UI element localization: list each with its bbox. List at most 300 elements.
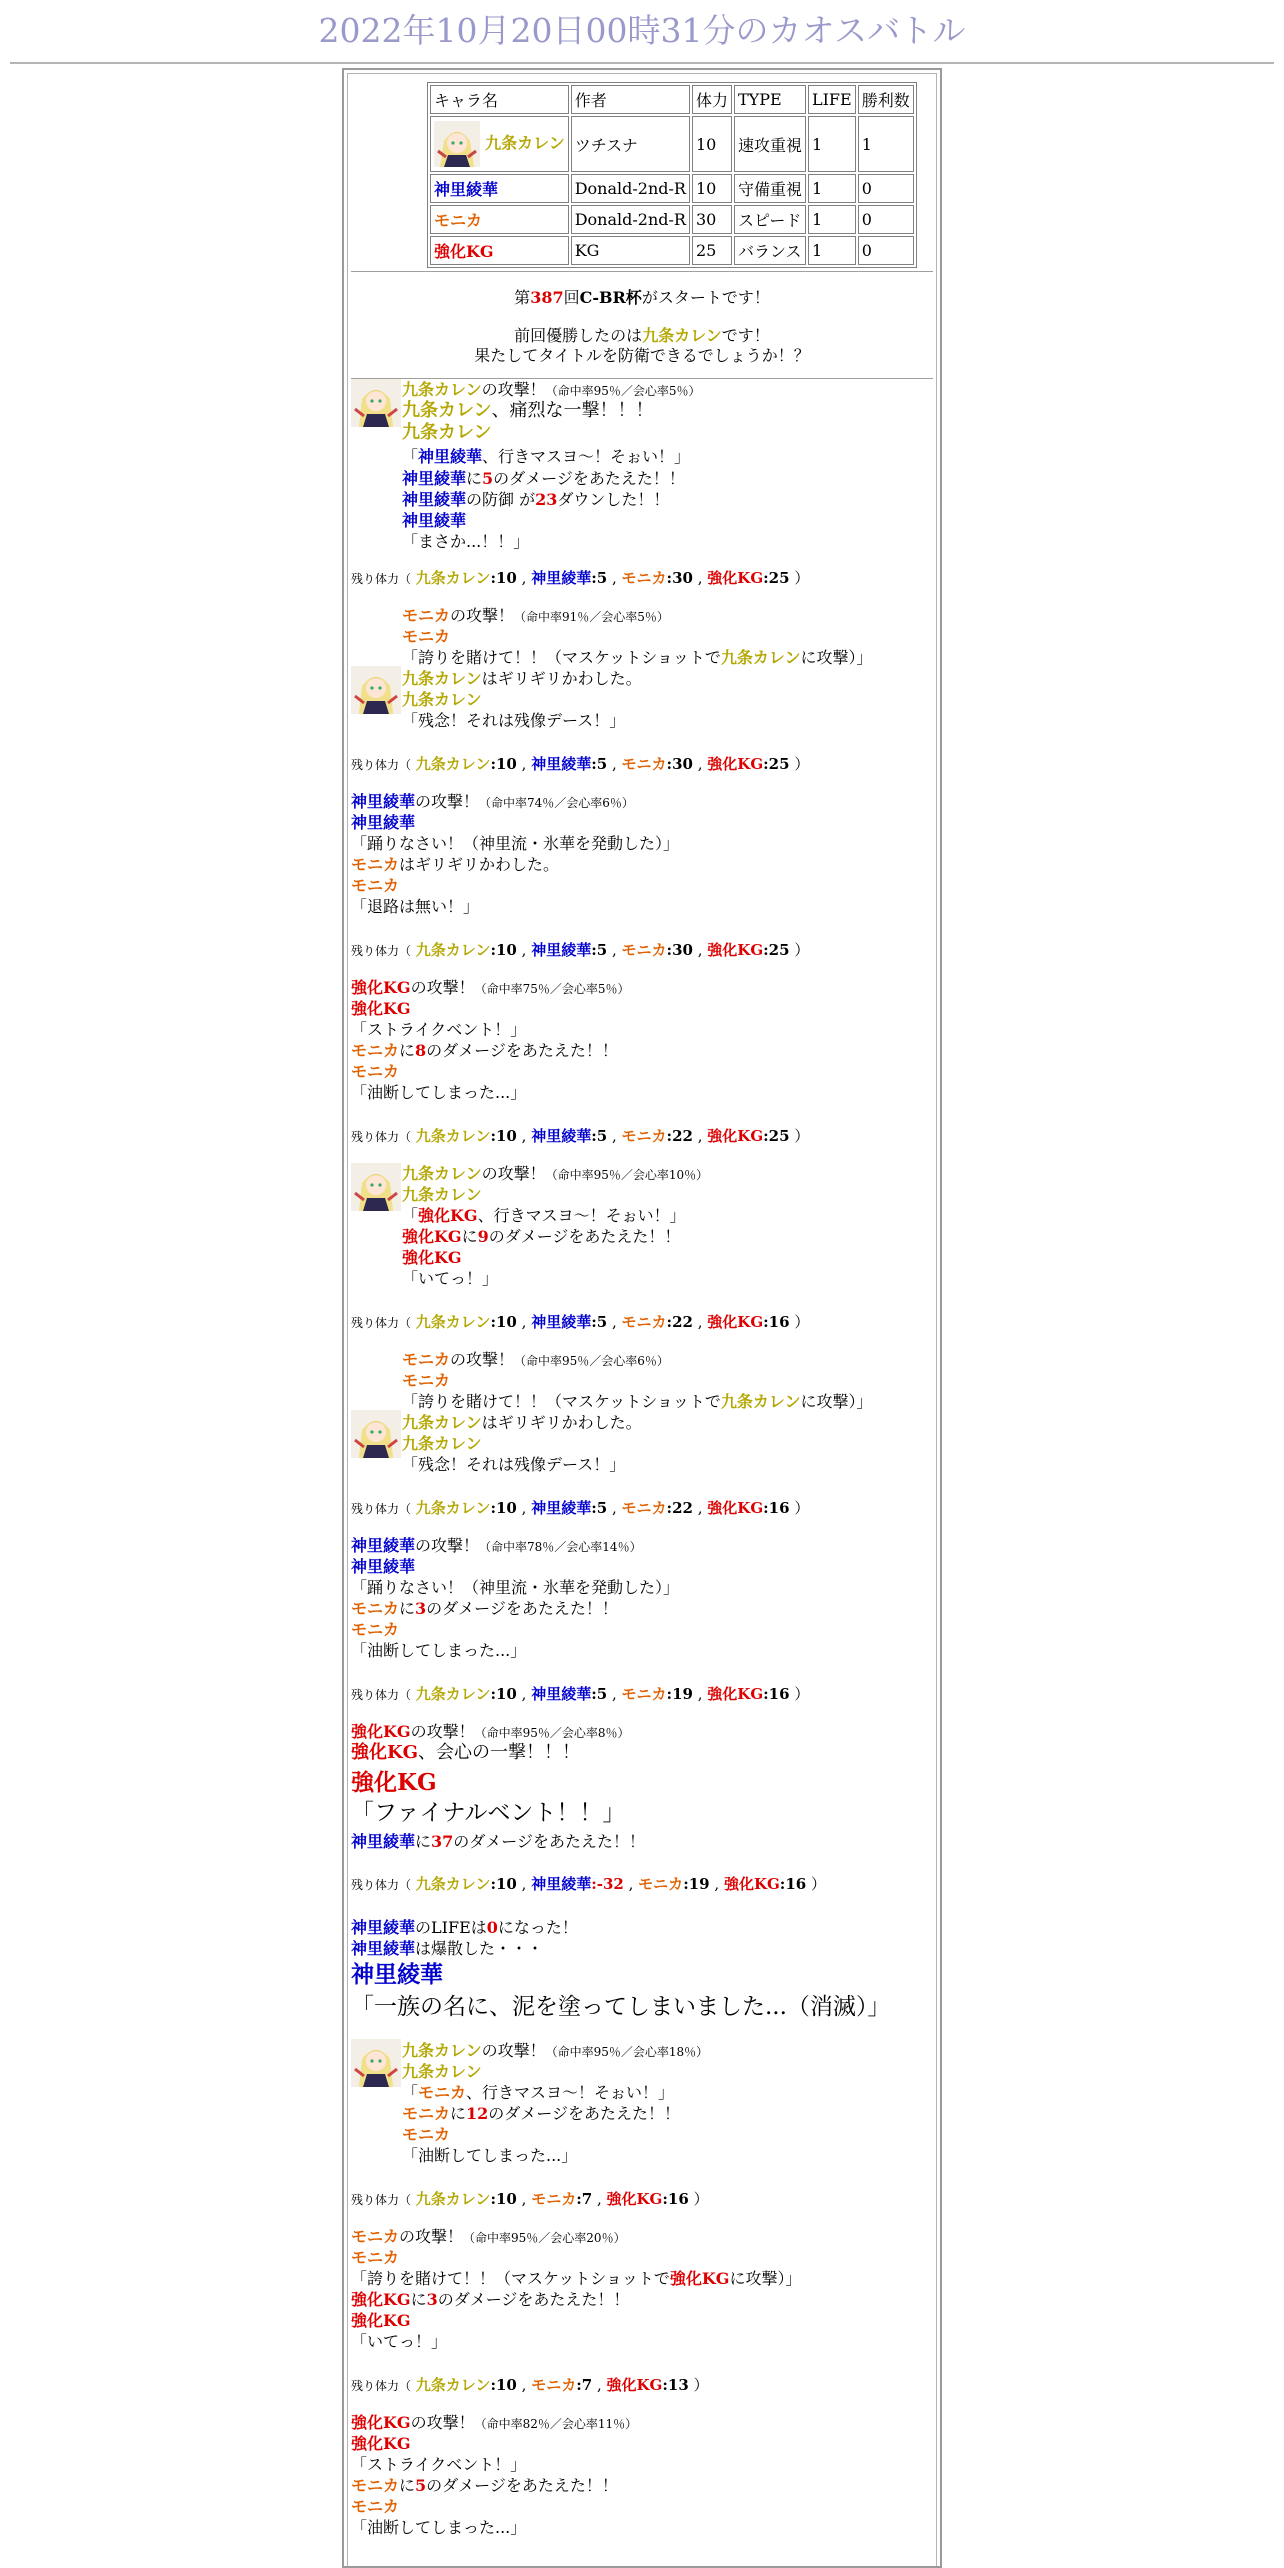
log-text: 「まさか...！！」 — [402, 532, 530, 551]
char-name: モニカ — [351, 2248, 400, 2267]
log-text: , — [516, 2376, 527, 2394]
log-text: 「 — [402, 447, 419, 466]
hp-value: :10 — [490, 2376, 517, 2394]
number-value: 5 — [482, 469, 494, 488]
char-name: 神里綾華 — [351, 1832, 416, 1851]
log-text: 「ストライクベント！」 — [351, 2455, 527, 2474]
log-text: , — [692, 941, 703, 959]
hp-value: :16 — [763, 1313, 790, 1331]
log-text: に — [415, 1832, 432, 1851]
log-text: の攻撃！ — [481, 380, 546, 399]
char-name: 九条カレン — [402, 1434, 482, 1453]
remaining-label: 残り体力（ — [351, 1502, 412, 1516]
rate-text: （命中率82％／会心率11％） — [474, 2417, 638, 2431]
char-name: 強化KG — [351, 1722, 411, 1741]
log-text: 「退路は無い！」 — [351, 897, 480, 916]
log-text: , — [516, 1875, 527, 1893]
log-text: に攻撃）」 — [800, 648, 873, 667]
log-text: , — [607, 1499, 617, 1517]
hp-value: :7 — [576, 2376, 593, 2394]
life-cell: 1 — [808, 116, 856, 172]
char-name: 強化KG — [707, 1685, 764, 1703]
log-line — [351, 1619, 399, 1640]
cup-name: C-BR杯 — [579, 288, 642, 307]
hp-value: :5 — [591, 1685, 608, 1703]
hp-value: :16 — [763, 1499, 790, 1517]
char-name: 神里綾華 — [351, 792, 416, 811]
remaining-hp-line — [351, 1874, 826, 1896]
rate-text: （命中率91％／会心率5％） — [514, 610, 669, 624]
log-text: , — [516, 1313, 527, 1331]
char-name: 九条カレン — [415, 1875, 491, 1893]
hp-value: :22 — [666, 1313, 693, 1331]
remaining-hp-line — [351, 1684, 809, 1706]
char-name: 神里綾華 — [418, 447, 483, 466]
log-line — [402, 379, 701, 402]
log-line — [351, 1577, 679, 1598]
log-line — [351, 1061, 399, 1082]
log-line — [402, 422, 492, 443]
log-text: ） — [688, 2190, 709, 2208]
char-name: 九条カレン — [402, 669, 482, 688]
char-name: モニカ — [402, 1350, 451, 1369]
char-name: 神里綾華 — [351, 1961, 443, 1988]
log-text: 「残念！それは残像デース！」 — [402, 711, 626, 730]
log-text: は爆散した・・・ — [415, 1939, 544, 1958]
hp-value: :7 — [576, 2190, 593, 2208]
char-name: 神里綾華 — [531, 755, 592, 773]
hp-value: :16 — [763, 1685, 790, 1703]
log-line — [402, 689, 482, 710]
hp-value: :16 — [779, 1875, 807, 1893]
char-name: 神里綾華 — [351, 1536, 416, 1555]
log-text: に — [450, 2104, 467, 2123]
number-value: 3 — [426, 2290, 438, 2309]
log-line — [351, 1831, 645, 1852]
log-text: ） — [789, 1685, 810, 1703]
col-header: 体力 — [692, 85, 732, 114]
log-line — [351, 854, 559, 875]
hp-value: :30 — [666, 569, 693, 587]
character-portrait-icon — [351, 2039, 401, 2087]
char-name: モニカ — [351, 1620, 400, 1639]
log-text: になった！ — [497, 1918, 578, 1937]
char-name: 九条カレン — [402, 2062, 482, 2081]
battle-log — [351, 74, 936, 2566]
log-text: 「 — [402, 2083, 419, 2102]
log-text: 「誇りを賭けて！！（マスケットショットで — [351, 2269, 670, 2288]
remaining-hp-line — [351, 2375, 709, 2397]
log-text: 、行きマスヨ～！そぉい！」 — [466, 2083, 675, 2102]
remaining-hp-line — [351, 1126, 809, 1148]
char-name: 九条カレン — [415, 2190, 491, 2208]
log-line — [351, 1721, 630, 1744]
log-text: のダメージをあたえた！！ — [453, 1832, 645, 1851]
char-name: 神里綾華 — [351, 1939, 416, 1958]
rate-text: （命中率95％／会心率6％） — [514, 1354, 669, 1368]
char-name: 九条カレン — [720, 1392, 801, 1411]
char-name: モニカ — [621, 1685, 667, 1703]
log-text: , — [607, 755, 617, 773]
number-value: 5 — [415, 2476, 427, 2495]
log-text: 「誇りを賭けて！！（マスケットショットで — [402, 1392, 721, 1411]
char-name: モニカ — [351, 2227, 400, 2246]
char-name: 神里綾華 — [531, 1127, 592, 1145]
remaining-label: 残り体力（ — [351, 1878, 412, 1892]
log-text: , — [516, 1127, 527, 1145]
log-line — [402, 1391, 873, 1412]
log-text: ） — [806, 1875, 826, 1893]
remaining-label: 残り体力（ — [351, 2193, 412, 2207]
character-portrait-icon — [351, 666, 401, 714]
log-line — [351, 1535, 642, 1558]
number-value: 37 — [431, 1832, 454, 1851]
log-line — [402, 400, 654, 421]
log-line — [351, 1798, 625, 1828]
log-line — [351, 1938, 543, 1959]
log-text: , — [607, 1313, 617, 1331]
log-text: の攻撃！ — [415, 1536, 480, 1555]
log-text: の攻撃！ — [481, 1164, 546, 1183]
char-name: 強化KG — [707, 755, 764, 773]
log-line — [402, 2040, 708, 2063]
char-name: モニカ — [621, 941, 667, 959]
log-text: に攻撃）」 — [800, 1392, 873, 1411]
log-text: , — [516, 755, 527, 773]
log-text: 「 — [402, 1206, 419, 1225]
hp-value: :10 — [490, 1313, 517, 1331]
log-text: に — [466, 469, 483, 488]
page-title: 2022年10月20日00時31分のカオスバトル — [318, 11, 966, 50]
log-text: ） — [688, 2376, 709, 2394]
log-text: , — [709, 1875, 720, 1893]
char-name: 強化KG — [351, 2434, 411, 2453]
log-text: , — [607, 1127, 617, 1145]
log-line — [351, 1019, 526, 1040]
char-name: 強化KG — [351, 2290, 411, 2309]
log-text: 、行きマスヨ～！そぉい！」 — [477, 1206, 686, 1225]
char-name: 強化KG — [351, 2413, 411, 2432]
log-line — [402, 1454, 625, 1475]
log-line — [402, 605, 669, 628]
log-text: 「誇りを賭けて！！（マスケットショットで — [402, 648, 721, 667]
log-line — [351, 1960, 443, 1990]
hp-value: :10 — [490, 1875, 517, 1893]
log-text: のダメージをあたえた！！ — [488, 1227, 681, 1246]
log-text: , — [607, 1685, 617, 1703]
hp-value: :5 — [591, 1127, 608, 1145]
log-text: のダメージをあたえた！！ — [426, 1599, 618, 1618]
hp-value: :10 — [490, 1499, 517, 1517]
log-text: 「一族の名に、泥を塗ってしまいました...（消滅）」 — [351, 1994, 891, 2020]
char-name: モニカ — [434, 211, 483, 230]
log-text: 「いてっ！」 — [402, 1269, 499, 1288]
hp-cell: 30 — [692, 205, 732, 234]
remaining-hp-line — [351, 940, 809, 962]
log-text: に — [399, 1041, 416, 1060]
rate-text: （命中率75％／会心率5％） — [474, 982, 630, 996]
hp-value: :22 — [666, 1127, 693, 1145]
number-value: 23 — [535, 490, 558, 509]
log-line — [402, 468, 685, 489]
rate-text: （命中率95％／会心率10％） — [545, 1168, 709, 1182]
log-line — [351, 2268, 801, 2289]
char-name: 強化KG — [707, 941, 764, 959]
log-line — [402, 1349, 669, 1372]
remaining-hp-line — [351, 2189, 709, 2211]
rate-text: （命中率95％／会心率5％） — [545, 384, 701, 398]
hp-value: :22 — [666, 1499, 693, 1517]
char-name: モニカ — [402, 606, 451, 625]
log-line — [351, 2496, 399, 2517]
log-text: 「ストライクベント！」 — [351, 1020, 527, 1039]
log-line — [351, 2433, 411, 2454]
log-line — [351, 1040, 618, 1061]
log-text: 「ファイナルベント！！」 — [351, 1800, 626, 1826]
log-text: , — [516, 941, 527, 959]
col-header: TYPE — [734, 85, 806, 114]
remaining-label: 残り体力（ — [351, 944, 412, 958]
hp-value: :10 — [490, 941, 517, 959]
log-text: の攻撃！ — [399, 2227, 464, 2246]
log-line — [351, 1598, 618, 1619]
log-line — [402, 626, 450, 647]
intro-line-3: 果たしてタイトルを防衛できるでしょうか！？ — [474, 346, 810, 365]
char-name: 強化KG — [402, 1227, 462, 1246]
remaining-hp-line — [351, 1312, 809, 1334]
battle-frame-inner — [347, 73, 937, 2566]
log-text: ） — [789, 755, 810, 773]
hp-value: :16 — [662, 2190, 689, 2208]
log-text: 「いてっ！」 — [351, 2332, 448, 2351]
log-text: のダメージをあたえた！！ — [437, 2290, 630, 2309]
log-text: に — [410, 2290, 427, 2309]
remaining-label: 残り体力（ — [351, 1130, 412, 1144]
rate-text: （命中率95％／会心率20％） — [463, 2231, 626, 2245]
char-name: 強化KG — [707, 1313, 764, 1331]
author-cell: KG — [571, 236, 690, 265]
number-value: 3 — [415, 1599, 427, 1618]
log-text: の攻撃！ — [410, 1722, 475, 1741]
log-text: はギリギリかわした。 — [481, 669, 642, 688]
log-text: の攻撃！ — [450, 606, 515, 625]
hp-value: :25 — [763, 941, 790, 959]
log-line — [351, 977, 630, 1000]
log-text: の攻撃！ — [410, 978, 475, 997]
log-line — [351, 1556, 415, 1577]
log-text: , — [692, 1313, 703, 1331]
log-text: , — [692, 1685, 703, 1703]
char-name: 神里綾華 — [351, 1918, 416, 1937]
log-line — [402, 1268, 498, 1289]
log-line — [351, 1992, 890, 2022]
log-text: ） — [789, 1499, 810, 1517]
log-line — [351, 2226, 626, 2249]
log-text: 「踊りなさい！（神里流・氷華を発動した）」 — [351, 834, 680, 853]
log-text: 「油断してしまった...」 — [351, 2518, 527, 2537]
hp-value: :19 — [683, 1875, 710, 1893]
log-text: 、痛烈な一撃！！！ — [491, 400, 654, 421]
character-portrait-icon — [351, 1163, 401, 1211]
char-name: 九条カレン — [402, 380, 482, 399]
remaining-label: 残り体力（ — [351, 572, 412, 586]
char-name: 強化KG — [351, 999, 411, 1018]
char-name: モニカ — [402, 2104, 451, 2123]
log-line — [351, 833, 679, 854]
char-name: 神里綾華 — [531, 1499, 592, 1517]
hp-value: :30 — [666, 941, 693, 959]
log-text: , — [516, 2190, 527, 2208]
log-text: のダメージをあたえた！！ — [426, 1041, 618, 1060]
number-value: 9 — [477, 1227, 489, 1246]
char-name: 神里綾華 — [531, 1875, 592, 1893]
log-line — [402, 1163, 708, 1186]
char-name: モニカ — [621, 1313, 667, 1331]
remaining-hp-line — [351, 568, 809, 590]
title-divider — [10, 62, 1274, 64]
char-name: 九条カレン — [415, 1685, 491, 1703]
char-name: モニカ — [351, 855, 400, 874]
char-name: 強化KG — [707, 1499, 764, 1517]
char-name: 九条カレン — [402, 690, 482, 709]
hp-value: :10 — [490, 755, 517, 773]
char-name: 九条カレン — [415, 2376, 491, 2394]
char-name: 九条カレン — [415, 941, 491, 959]
char-name: 神里綾華 — [351, 1557, 416, 1576]
intro-line-1: 第387回C-BR杯がスタートです！ — [514, 288, 770, 307]
log-text: のダメージをあたえた！！ — [426, 2476, 618, 2495]
log-text: ） — [789, 569, 810, 587]
char-name: 神里綾華 — [402, 490, 467, 509]
hp-value: :5 — [591, 941, 608, 959]
log-line — [402, 2082, 674, 2103]
char-name: 神里綾華 — [531, 569, 592, 587]
char-name: 強化KG — [606, 2190, 663, 2208]
char-name: モニカ — [351, 876, 400, 895]
hp-value: :25 — [763, 1127, 790, 1145]
char-name: 九条カレン — [402, 2041, 482, 2060]
char-name: 九条カレン — [415, 1499, 491, 1517]
hp-value: :10 — [490, 1127, 517, 1145]
log-line — [351, 2247, 399, 2268]
char-name: 強化KG — [351, 978, 411, 997]
log-line — [351, 2517, 526, 2538]
char-name: 強化KG — [707, 1127, 764, 1145]
log-line — [402, 1205, 686, 1226]
char-name: モニカ — [351, 1062, 400, 1081]
wins-cell: 0 — [858, 205, 914, 234]
char-name: モニカ — [402, 2125, 451, 2144]
log-line — [402, 510, 466, 531]
char-name: 強化KG — [606, 2376, 663, 2394]
char-name: モニカ — [351, 2476, 400, 2495]
char-name: モニカ — [621, 1499, 667, 1517]
log-text: に攻撃）」 — [729, 2269, 802, 2288]
log-text: の攻撃！ — [450, 1350, 515, 1369]
remaining-label: 残り体力（ — [351, 2379, 412, 2393]
log-text: , — [607, 569, 617, 587]
battle-frame — [342, 68, 942, 2568]
hp-value: :-32 — [591, 1875, 624, 1893]
log-text: に — [461, 1227, 478, 1246]
character-portrait-icon — [351, 1410, 401, 1458]
char-name: モニカ — [621, 569, 667, 587]
char-name: 強化KG — [434, 242, 494, 261]
log-text: , — [692, 1499, 703, 1517]
intro-line-2: 前回優勝したのは九条カレンです！ — [514, 326, 770, 345]
number-value: 8 — [415, 1041, 427, 1060]
hp-value: :19 — [666, 1685, 693, 1703]
rate-text: （命中率95％／会心率8％） — [474, 1726, 630, 1740]
log-line — [351, 2310, 411, 2331]
char-name: モニカ — [351, 2497, 400, 2516]
char-name: モニカ — [351, 1041, 400, 1060]
char-name: 九条カレン — [485, 133, 565, 153]
log-line — [351, 998, 411, 1019]
char-name: 九条カレン — [402, 1164, 482, 1183]
log-line — [402, 531, 529, 552]
log-line — [402, 668, 642, 689]
char-name: 強化KG — [351, 2311, 411, 2330]
log-text: , — [516, 1499, 527, 1517]
log-text: ） — [789, 1313, 810, 1331]
remaining-label: 残り体力（ — [351, 758, 412, 772]
life-cell: 1 — [808, 236, 856, 265]
char-name: モニカ — [638, 1875, 684, 1893]
log-line — [402, 1184, 482, 1205]
log-line — [402, 1226, 680, 1247]
log-line — [351, 2331, 447, 2352]
number-value: 12 — [466, 2104, 489, 2123]
char-name: 神里綾華 — [434, 180, 499, 199]
log-line — [351, 2454, 526, 2475]
log-text: はギリギリかわした。 — [481, 1413, 642, 1432]
log-text: , — [592, 2376, 602, 2394]
log-line — [351, 791, 634, 814]
log-text: , — [692, 569, 703, 587]
hp-value: :5 — [591, 1499, 608, 1517]
log-text: の攻撃！ — [410, 2413, 475, 2432]
life-cell: 1 — [808, 174, 856, 203]
char-name: 九条カレン — [415, 755, 491, 773]
wins-cell: 0 — [858, 236, 914, 265]
char-name: 強化KG — [418, 1206, 478, 1225]
log-line — [402, 446, 690, 467]
log-text: , — [623, 1875, 634, 1893]
hp-value: :5 — [591, 569, 608, 587]
col-header: キャラ名 — [430, 85, 569, 114]
log-line — [351, 2289, 629, 2310]
char-name: 神里綾華 — [531, 941, 592, 959]
hp-cell: 10 — [692, 116, 732, 172]
char-name: モニカ — [621, 755, 667, 773]
log-text: ） — [789, 1127, 810, 1145]
char-name: 強化KG — [351, 1769, 437, 1796]
hp-value: :10 — [490, 1685, 517, 1703]
char-name: モニカ — [531, 2190, 577, 2208]
hp-value: :25 — [763, 569, 790, 587]
log-text: の攻撃！ — [415, 792, 480, 811]
log-text: 、行きマスヨ～！そぉい！」 — [482, 447, 691, 466]
rate-text: （命中率74％／会心率6％） — [479, 796, 634, 810]
remaining-hp-line — [351, 1498, 809, 1520]
char-name: 強化KG — [351, 1742, 419, 1763]
remaining-label: 残り体力（ — [351, 1316, 412, 1330]
character-portrait-icon — [351, 379, 401, 427]
char-name: 九条カレン — [415, 1313, 491, 1331]
type-cell: 速攻重視 — [734, 116, 806, 172]
hp-cell: 10 — [692, 174, 732, 203]
